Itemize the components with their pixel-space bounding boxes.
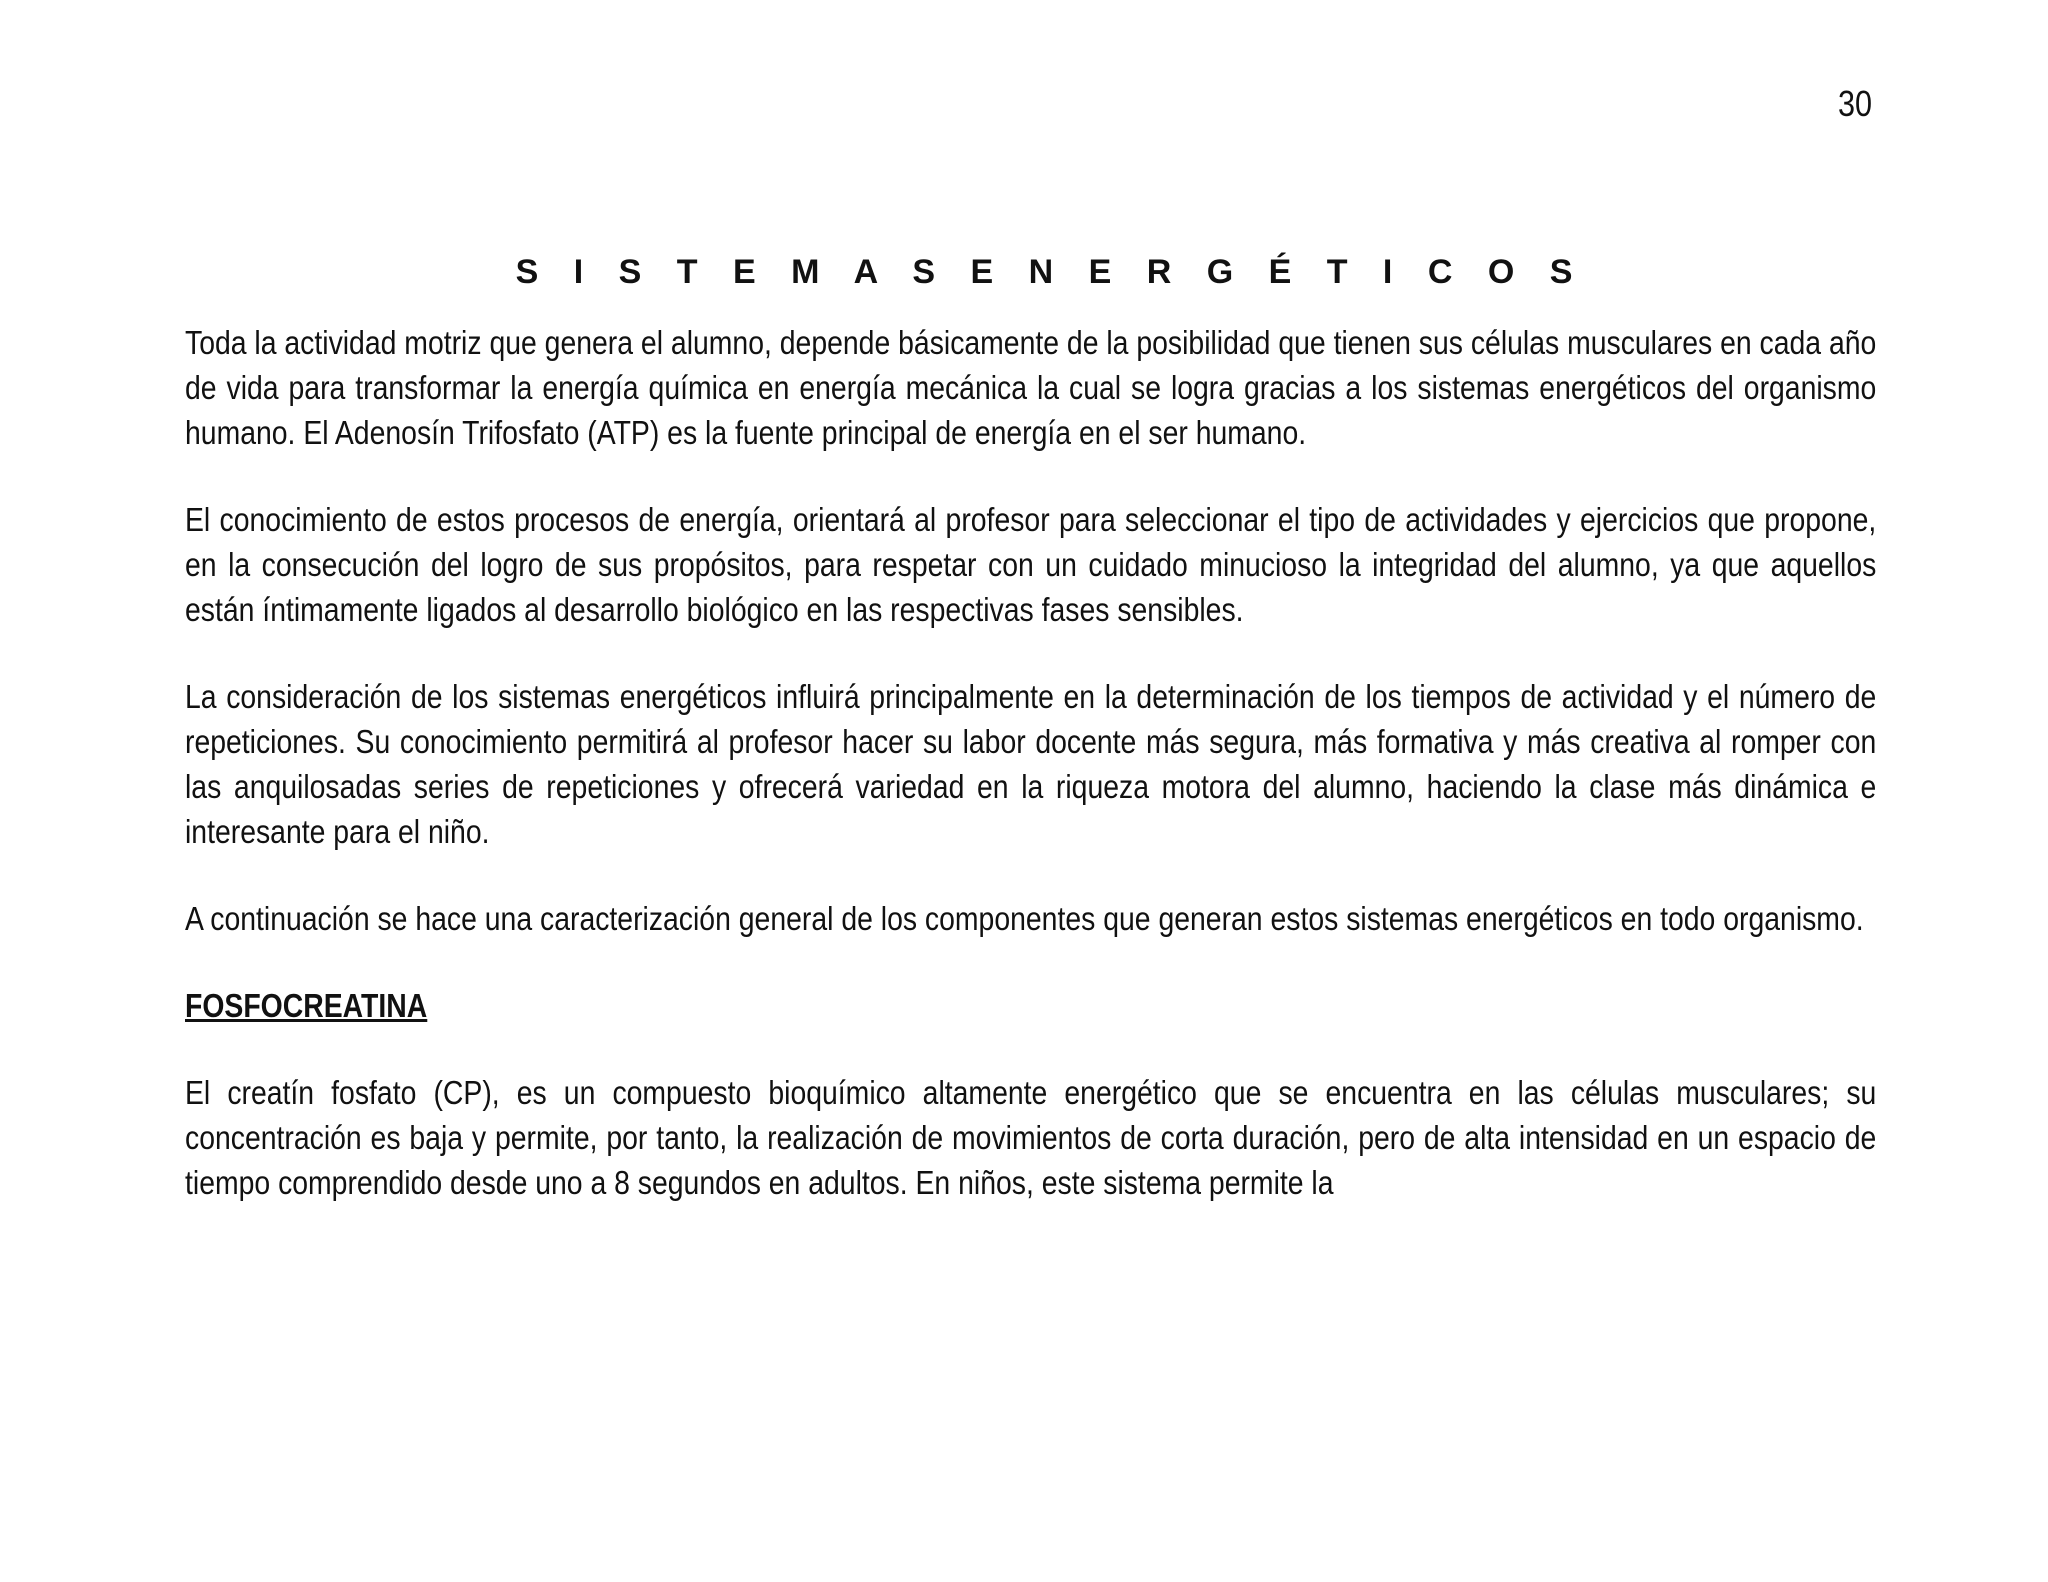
page-title: S I S T E M A S E N E R G É T I C O S xyxy=(515,253,1586,291)
paragraph-spacer xyxy=(185,632,1876,674)
paragraph-spacer xyxy=(185,455,1876,497)
paragraph-2: El conocimiento de estos procesos de energía, orientará al profesor para seleccionar el tipo de actividades y ejercicios que propone, en la consecución del logro de sus propósitos, para respetar con un cuidado minucioso la integridad del alumno, ya que aquellos están íntimamente ligados al desarrollo biológico en las respectivas fases sensibles. xyxy=(185,501,1877,628)
paragraph-spacer xyxy=(185,854,1876,896)
paragraph-3: La consideración de los sistemas energéticos influirá principalmente en la determinación de los tiempos de actividad y el número de repeticiones. Su conocimiento permitirá al profesor hacer su labor docente más segura, más formativa y más creativa al romper con las anquilosadas series de repeticiones y ofrecerá variedad en la riqueza motora del alumno, haciendo la clase más dinámica e interesante para el niño. xyxy=(185,678,1877,850)
paragraph-spacer xyxy=(185,1028,1876,1070)
page-number: 30 xyxy=(1837,83,1872,124)
paragraph-spacer xyxy=(185,941,1876,983)
page-content xyxy=(185,250,1876,1205)
section-paragraph: El creatín fosfato (CP), es un compuesto bioquímico altamente energético que se encuentra en las células musculares; su concentración es baja y permite, por tanto, la realización de movimientos de corta duración, pero de alta intensidad en un espacio de tiempo comprendido desde uno a 8 segundos en adultos. En niños, este sistema permite la xyxy=(185,1074,1877,1201)
paragraph-4: A continuación se hace una caracterización general de los componentes que generan estos sistemas energéticos en todo organismo. xyxy=(185,900,1864,937)
paragraph-1: Toda la actividad motriz que genera el alumno, depende básicamente de la posibilidad que tienen sus células musculares en cada año de vida para transformar la energía química en energía mecánica la cual se logra gracias a los sistemas energéticos del organismo humano. El Adenosín Trifosfato (ATP) es la fuente principal de energía en el ser humano. xyxy=(185,324,1877,451)
section-heading: FOSFOCREATINA xyxy=(185,987,428,1024)
